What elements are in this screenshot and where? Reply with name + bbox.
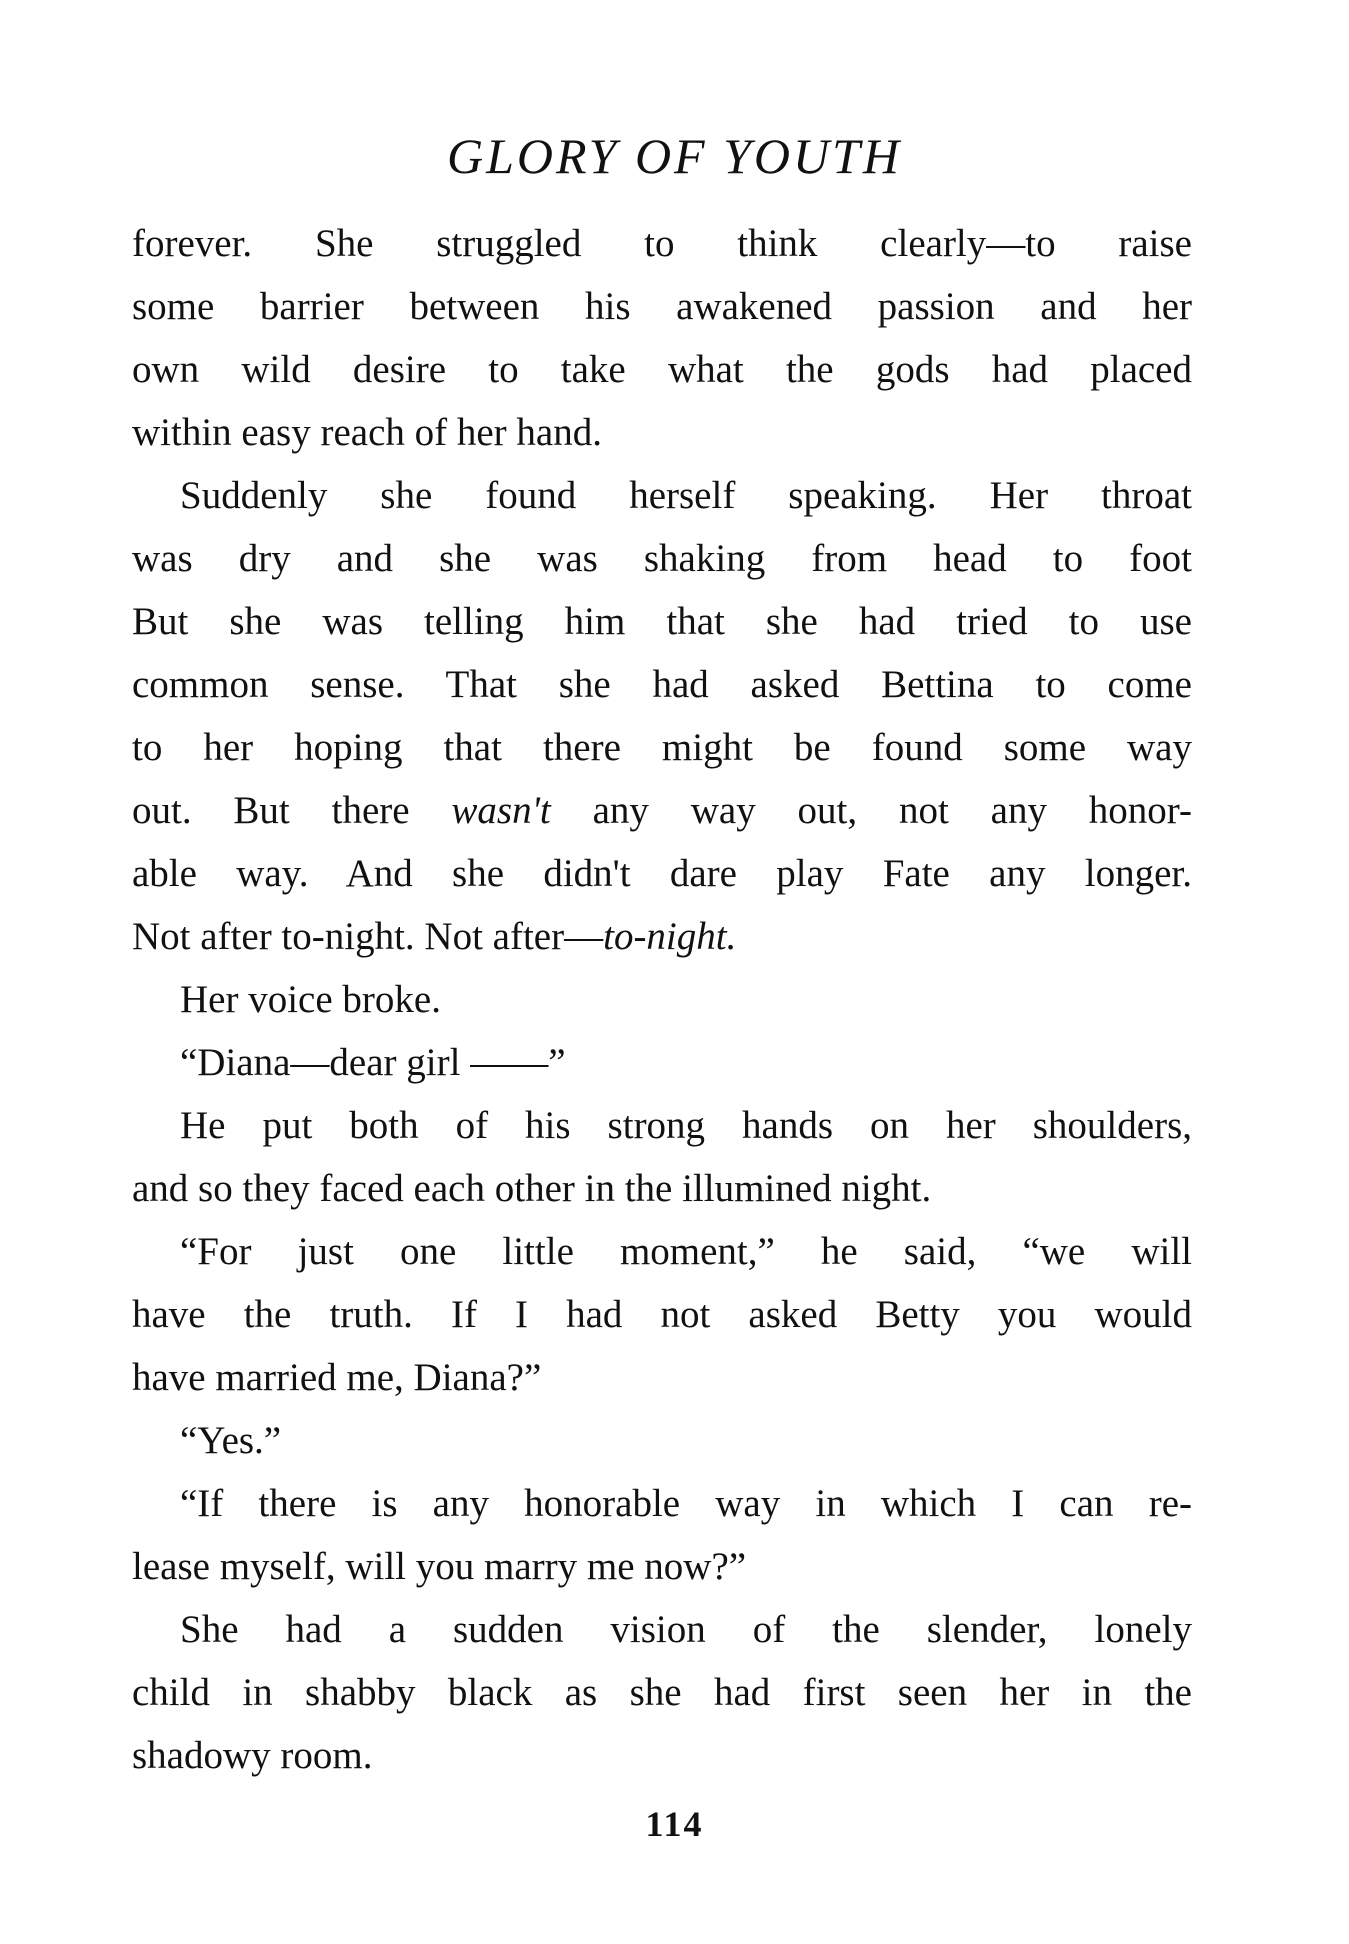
text-line: He put both of his strong hands on her shoulders, bbox=[180, 1104, 1192, 1147]
text-line bbox=[132, 779, 1192, 842]
text-line: Suddenly she found herself speaking. Her throat bbox=[180, 474, 1192, 517]
text-line: lease myself, will you marry me now?” bbox=[132, 1545, 747, 1588]
running-head: GLORY OF YOUTH bbox=[446, 128, 903, 184]
text-line: able way. And she didn't dare play Fate any longer. bbox=[132, 852, 1192, 895]
text-line: She had a sudden vision of the slender, lonely bbox=[180, 1608, 1192, 1651]
text-line: and so they faced each other in the illumined night. bbox=[132, 1167, 932, 1210]
text-line: common sense. That she had asked Bettina to come bbox=[132, 663, 1192, 706]
text-line: child in shabby black as she had first seen her in the bbox=[132, 1671, 1192, 1714]
text-line: Her voice broke. bbox=[180, 978, 441, 1021]
text-line: shadowy room. bbox=[132, 1734, 373, 1777]
page-number: 114 bbox=[645, 1804, 704, 1844]
text-line: was dry and she was shaking from head to foot bbox=[132, 537, 1192, 580]
text-line: within easy reach of her hand. bbox=[132, 411, 602, 454]
text-line: “Yes.” bbox=[180, 1419, 282, 1462]
text-segment: out. But there bbox=[132, 789, 452, 832]
italic-word: wasn't bbox=[451, 789, 551, 832]
text-line: “Diana—dear girl ——” bbox=[180, 1041, 566, 1084]
text-line: some barrier between his awakened passion and her bbox=[132, 285, 1192, 328]
text-line: own wild desire to take what the gods had placed bbox=[132, 348, 1192, 391]
text-segment: Not after to-night. Not after— bbox=[132, 915, 604, 958]
text-line: to her hoping that there might be found some way bbox=[132, 726, 1192, 769]
italic-word: to-night. bbox=[603, 915, 737, 958]
text-line: “For just one little moment,” he said, “we will bbox=[180, 1230, 1192, 1273]
body-text bbox=[132, 212, 1192, 1787]
text-line: But she was telling him that she had tried to use bbox=[132, 600, 1192, 643]
text-line: have married me, Diana?” bbox=[132, 1356, 542, 1399]
text-line: “If there is any honorable way in which I can re- bbox=[180, 1482, 1192, 1525]
text-line: forever. She struggled to think clearly—to raise bbox=[132, 222, 1192, 265]
text-segment: any way out, not any honor- bbox=[550, 789, 1192, 832]
text-line bbox=[132, 905, 1192, 968]
text-line: have the truth. If I had not asked Betty you would bbox=[132, 1293, 1192, 1336]
